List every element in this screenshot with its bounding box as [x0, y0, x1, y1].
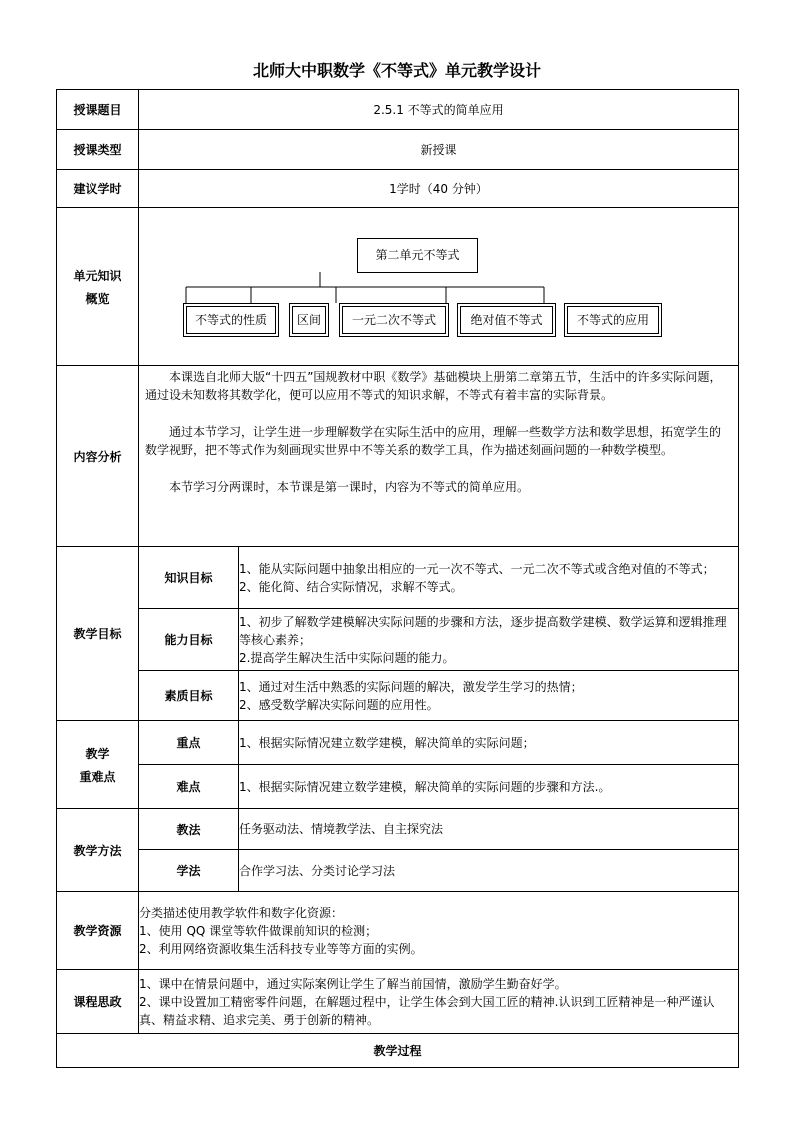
tree-node-interval: 区间 — [289, 303, 329, 337]
content-cell — [139, 366, 739, 547]
row-hours — [57, 170, 739, 208]
goal-quality-text: 1、通过对生活中熟悉的实际问题的解决，激发学生学习的热情； 2、感受数学解决实际问题的应用性。 — [239, 671, 739, 721]
row-resources — [57, 892, 739, 970]
methods-label: 教学方法 — [57, 809, 139, 892]
hours-value: 1学时（40 分钟） — [139, 170, 739, 208]
content-paragraph: 本课选自北师大版“十四五”国规教材中职《数学》基础模块上册第二章第五节，生活中的许多实际问题，通过设未知数将其数学化，便可以应用不等式的知识求解，不等式有着丰富的实际背景。 — [145, 370, 722, 402]
row-goal-quality — [57, 671, 739, 721]
type-value: 新授课 — [139, 130, 739, 170]
ideology-label: 课程思政 — [57, 970, 139, 1034]
row-key-point — [57, 721, 739, 765]
teaching-method-label: 教法 — [139, 809, 239, 850]
resources-label: 教学资源 — [57, 892, 139, 970]
goal-ability-label: 能力目标 — [139, 609, 239, 671]
page-title: 北师大中职数学《不等式》单元教学设计 — [252, 61, 541, 80]
overview-label — [57, 208, 139, 366]
row-goal-knowledge — [57, 547, 739, 609]
row-content — [57, 366, 739, 547]
row-type — [57, 130, 739, 170]
row-topic — [57, 90, 739, 130]
goal-quality-label: 素质目标 — [139, 671, 239, 721]
difficulty-text: 1、根据实际情况建立数学建模，解决简单的实际问题的步骤和方法.。 — [239, 765, 739, 809]
key-point-label: 重点 — [139, 721, 239, 765]
teaching-method-text: 任务驱动法、情境教学法、自主探究法 — [239, 809, 739, 850]
content-label: 内容分析 — [57, 366, 139, 547]
row-ideology — [57, 970, 739, 1034]
row-teaching-method — [57, 809, 739, 850]
difficulty-label: 难点 — [139, 765, 239, 809]
topic-value: 2.5.1 不等式的简单应用 — [139, 90, 739, 130]
row-difficulty — [57, 765, 739, 809]
goal-knowledge-label: 知识目标 — [139, 547, 239, 609]
resources-text: 分类描述使用教学软件和数字化资源： 1、使用 QQ 课堂等软件做课前知识的检测； 2、利用网络资源收集生活科技专业等等方面的实例。 — [139, 892, 739, 970]
goals-label: 教学目标 — [57, 547, 139, 721]
tree-root-node: 第二单元不等式 — [357, 238, 478, 273]
row-overview — [57, 208, 739, 366]
content-paragraph: 通过本节学习，让学生进一步理解数学在实际生活中的应用，理解一些数学方法和数学思想，拓宽学生的数学视野，把不等式作为刻画现实世界中不等关系的数学工具，作为描述刻画问题的一种数学模型。 — [145, 425, 722, 457]
lesson-plan-table — [56, 89, 739, 1068]
tree-node-absolute: 绝对值不等式 — [457, 303, 556, 337]
ideology-text: 1、课中在情景问题中，通过实际案例让学生了解当前国情，激励学生勤奋好学。 2、课中设置加工精密零件问题，在解题过程中，让学生体会到大国工匠的精神.认识到工匠精神是一种严谨认真、精益求精、追求完美、勇于创新的精神。 — [139, 970, 739, 1034]
content-paragraph: 本节学习分两课时，本节课是第一课时，内容为不等式的简单应用。 — [169, 480, 530, 494]
tree-node-properties: 不等式的性质 — [183, 303, 279, 337]
process-header: 教学过程 — [57, 1034, 739, 1068]
goal-ability-text: 1、初步了解数学建模解决实际问题的步骤和方法，逐步提高数学建模、数学运算和逻辑推理等核心素养； 2.提高学生解决生活中实际问题的能力。 — [239, 609, 739, 671]
goal-knowledge-text: 1、能从实际问题中抽象出相应的一元一次不等式、一元二次不等式或含绝对值的不等式； 2、能化简、结合实际情况，求解不等式。 — [239, 547, 739, 609]
row-process — [57, 1034, 739, 1068]
tree-node-application: 不等式的应用 — [564, 303, 662, 337]
learning-method-text: 合作学习法、分类讨论学习法 — [239, 850, 739, 892]
tree-node-quadratic: 一元二次不等式 — [339, 303, 449, 337]
knowledge-tree — [139, 209, 738, 365]
row-goal-ability — [57, 609, 739, 671]
type-label: 授课类型 — [57, 130, 139, 170]
key-point-text: 1、根据实际情况建立数学建模，解决简单的实际问题； — [239, 721, 739, 765]
key-label-line1: 教学 — [85, 746, 110, 761]
hours-label: 建议学时 — [57, 170, 139, 208]
row-learning-method — [57, 850, 739, 892]
overview-diagram-cell — [139, 208, 739, 366]
tree-connectors — [139, 209, 737, 365]
key-label-line2: 重难点 — [79, 769, 116, 784]
learning-method-label: 学法 — [139, 850, 239, 892]
key-label — [57, 721, 139, 809]
overview-label-line2: 概览 — [85, 291, 110, 306]
overview-label-line1: 单元知识 — [73, 268, 122, 283]
topic-label: 授课题目 — [57, 90, 139, 130]
